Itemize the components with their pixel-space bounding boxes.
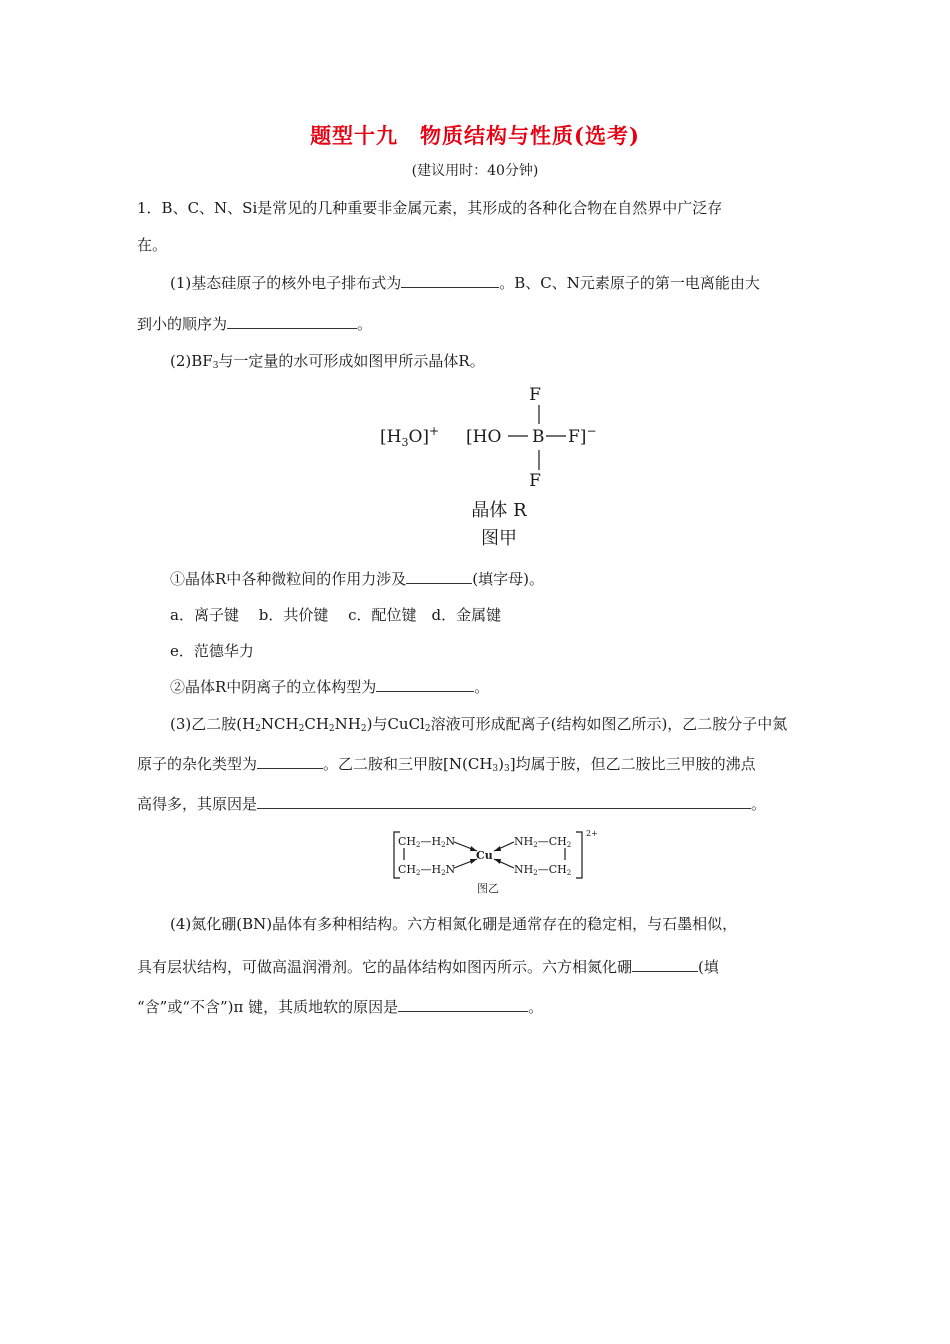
answer-blank[interactable] — [376, 675, 474, 692]
anion-left: [HO — [466, 427, 502, 447]
bottom-fluorine: F — [529, 471, 541, 491]
part1-line2: 到小的顺序为 。 — [137, 312, 817, 336]
figure-jia-crystal-label: 晶体 R — [471, 500, 527, 521]
answer-blank[interactable] — [398, 995, 528, 1012]
part2-intro: $(2)BF_3$与一定量的水可形成如图甲所示晶体R。 — [170, 352, 485, 371]
question-intro-line2: 在。 — [137, 236, 168, 254]
question-intro-line1: 1．B、C、N、Si是常见的几种重要非金属元素，其形成的各种化合物在自然界中广泛存 — [137, 199, 723, 217]
options-line1: a．离子键 b．共价键 c．配位键 d．金属键 — [170, 606, 502, 624]
ethylenediamine-top-left: CH2—H2N — [398, 835, 456, 849]
answer-blank[interactable] — [257, 752, 323, 769]
part4-line2: 具有层状结构，可做高温润滑剂。它的晶体结构如图丙所示。六方相氮化硼 (填 — [137, 955, 817, 979]
ethylenediamine-top-right: NH2—CH2 — [514, 835, 572, 849]
options-line2: e．范德华力 — [170, 642, 254, 660]
complex-charge: 2+ — [586, 829, 598, 838]
figure-yi-caption: 图乙 — [477, 882, 499, 895]
part4-line3: “含”或“不含”)π 键，其质地软的原因是 。 — [137, 995, 817, 1019]
copper-center: Cu — [476, 849, 493, 862]
anion-right: F]− — [568, 424, 597, 447]
answer-blank[interactable] — [401, 271, 499, 288]
part3-line2: 原子的杂化类型为 。乙二胺和三甲胺$[N(CH_3)_3]$均属于胺，但乙二胺比三甲胺的沸点 — [137, 752, 817, 776]
ethylenediamine-bottom-right: NH2—CH2 — [514, 863, 572, 877]
cation-formula: $[H_3O]^+$ — [380, 424, 440, 449]
figure-jia — [370, 380, 620, 555]
answer-blank[interactable] — [257, 792, 751, 809]
answer-blank[interactable] — [406, 567, 472, 584]
part2-q1: ①晶体R中各种微粒间的作用力涉及 (填字母)。 — [170, 567, 817, 591]
figure-yi — [390, 826, 610, 898]
answer-blank[interactable] — [227, 312, 357, 329]
top-fluorine: F — [529, 385, 541, 405]
part4-line1: (4)氮化硼(BN)晶体有多种相结构。六方相氮化硼是通常存在的稳定相，与石墨相似， — [170, 915, 738, 933]
part1-line1: (1)基态硅原子的核外电子排布式为 。B、C、N元素原子的第一电离能由大 — [170, 271, 817, 295]
ethylenediamine-bottom-left: CH2—H2N — [398, 863, 456, 877]
boron-atom: B — [532, 427, 545, 447]
figure-jia-caption: 图甲 — [481, 528, 517, 549]
time-suggestion: (建议用时：40分钟) — [411, 163, 539, 179]
part2-q2: ②晶体R中阴离子的立体构型为 。 — [170, 675, 817, 699]
part3-line1: (3)乙二胺$(H_2NCH_2CH_2NH_2)$与CuCl$_2$溶液可形成配离子(结构如图乙所示)，乙二胺分子中氮 — [170, 715, 788, 734]
page-title: 题型十九 物质结构与性质(选考) — [310, 123, 640, 148]
part3-line3: 高得多，其原因是 。 — [137, 792, 817, 816]
answer-blank[interactable] — [632, 955, 698, 972]
